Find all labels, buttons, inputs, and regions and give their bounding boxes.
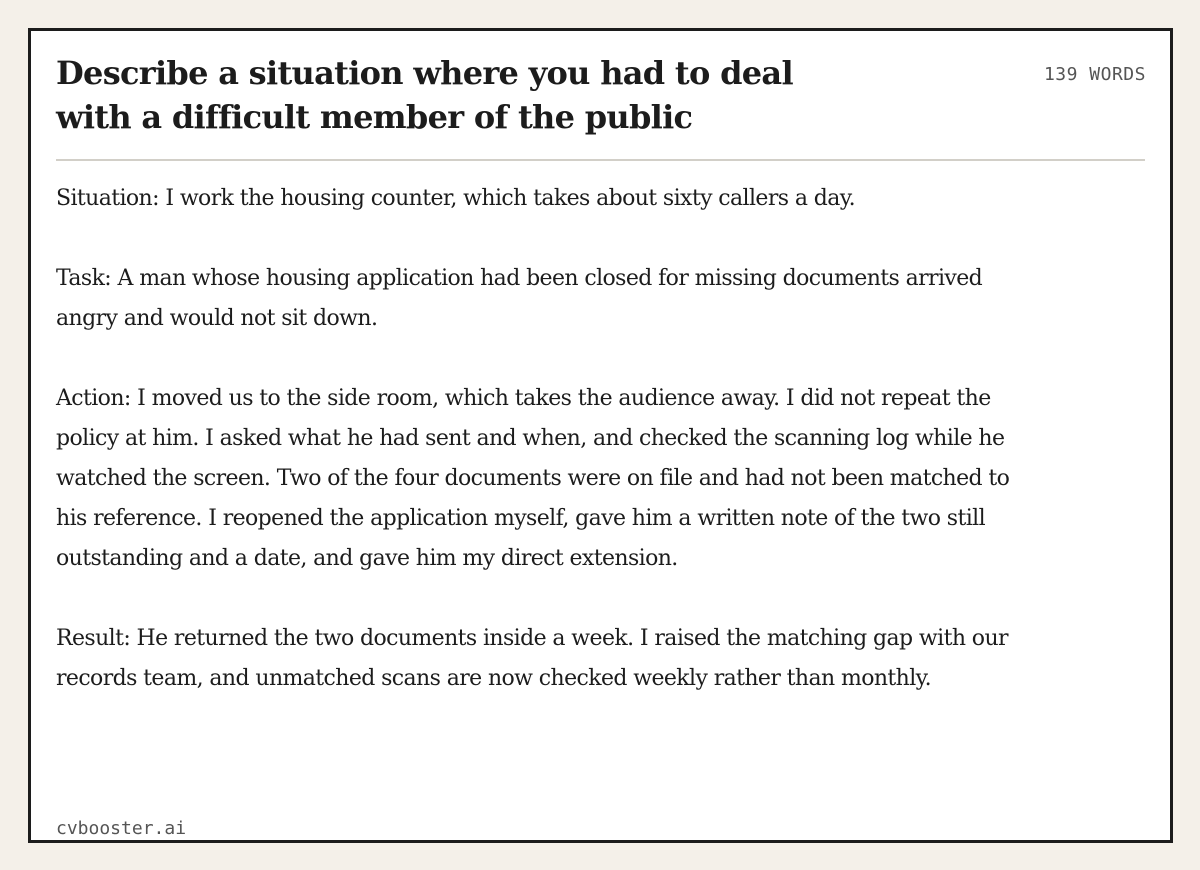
brand-label: cvbooster.ai bbox=[56, 818, 187, 839]
answer-card bbox=[28, 28, 1173, 843]
question-title bbox=[56, 51, 876, 139]
answer-paragraph-task: Task: A man whose housing application had been closed for missing documents arrived angry and would not sit down. bbox=[56, 266, 983, 331]
word-count: 139 WORDS bbox=[1043, 64, 1146, 85]
divider bbox=[56, 159, 1145, 161]
question-title-line-1: Describe a situation where you had to deal bbox=[56, 54, 793, 92]
question-title-line-2: with a difficult member of the public bbox=[56, 98, 693, 136]
answer-paragraph-action: Action: I moved us to the side room, which takes the audience away. I did not repeat the policy at him. I asked what he had sent and when, and checked the scanning log while he watched the screen. Two of the four documents were on file and had not been matched to his reference. I reopened the application myself, gave him a written note of the two still outstanding and a date, and gave him my direct extension. bbox=[56, 386, 1010, 571]
answer-paragraph-result: Result: He returned the two documents inside a week. I raised the matching gap with our records team, and unmatched scans are now checked weekly rather than monthly. bbox=[56, 626, 1008, 691]
answer-body bbox=[56, 179, 1036, 699]
answer-paragraph-situation: Situation: I work the housing counter, which takes about sixty callers a day. bbox=[56, 186, 856, 211]
